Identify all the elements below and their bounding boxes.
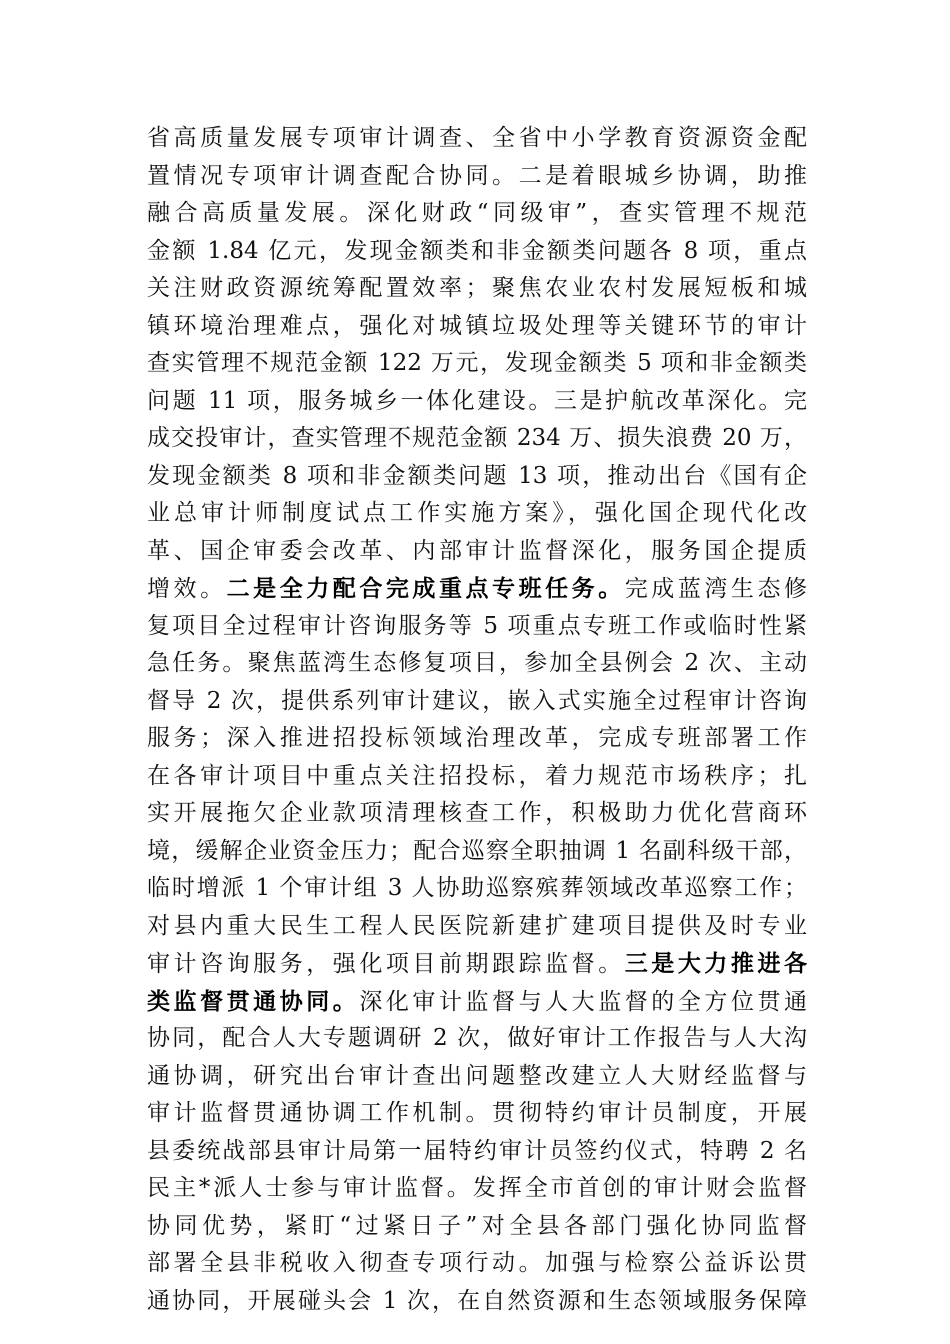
body-text-segment: 发现金额类 8 项和非金额类问题 13 项，推动出台《国有企	[147, 462, 807, 489]
text-line	[147, 1133, 807, 1171]
body-text-segment: 成交投审计，查实管理不规范金额 234 万、损失浪费 20 万，	[147, 425, 807, 451]
body-text-segment: 省高质量发展专项审计调查、全省中小学教育资源资金配	[147, 125, 807, 151]
text-line	[147, 308, 807, 346]
text-line	[147, 645, 807, 683]
body-text-segment: 置情况专项审计调查配合协同。二是着眼城乡协调，助推	[147, 162, 807, 189]
body-text-segment: 通协同，开展碰头会 1 次，在自然资源和生态领域服务保障	[147, 1287, 807, 1314]
body-text-segment: 协同优势，紧盯“过紧日子”对全县各部门强化协同监督	[147, 1212, 807, 1239]
text-line	[147, 720, 807, 758]
bold-heading-text: 二是全力配合完成重点专班任务。	[226, 575, 625, 602]
body-text-segment: 革、国企审委会改革、内部审计监督深化，服务国企提质	[147, 537, 807, 564]
text-line	[147, 1095, 807, 1133]
body-text-segment: 部署全县非税收入彻查专项行动。加强与检察公益诉讼贯	[147, 1250, 807, 1276]
body-text-segment: 深化审计监督与人大监督的全方位贯通	[359, 988, 807, 1015]
text-line	[147, 270, 807, 308]
text-line	[147, 758, 807, 796]
text-line	[147, 1058, 807, 1096]
body-text-segment: 在各审计项目中重点关注招投标，着力规范市场秩序；扎	[147, 762, 807, 789]
body-text-segment: 审计咨询服务，强化项目前期跟踪监督。	[147, 951, 625, 977]
body-text-segment: 境，缓解企业资金压力；配合巡察全职抽调 1 名副科级干部，	[147, 837, 807, 864]
body-text-segment: 督导 2 次，提供系列审计建议，嵌入式实施全过程审计咨询	[147, 687, 807, 714]
body-text-segment: 业总审计师制度试点工作实施方案》，强化国企现代化改	[147, 500, 807, 526]
text-line	[147, 1170, 807, 1208]
body-text-segment: 查实管理不规范金额 122 万元，发现金额类 5 项和非金额类	[147, 350, 807, 376]
text-line	[147, 120, 807, 158]
body-text-segment: 对县内重大民生工程人民医院新建扩建项目提供及时专业	[147, 912, 807, 939]
body-text-segment: 金额 1.84 亿元，发现金额类和非金额类问题各 8 项，重点	[147, 237, 807, 264]
text-line	[147, 795, 807, 833]
body-text-segment: 问题 11 项，服务城乡一体化建设。三是护航改革深化。完	[147, 387, 807, 414]
body-text	[147, 120, 807, 1320]
body-text-segment: 关注财政资源统筹配置效率；聚焦农业农村发展短板和城	[147, 275, 807, 301]
text-line	[147, 383, 807, 421]
body-text-segment: 协同，配合人大专题调研 2 次，做好审计工作报告与人大沟	[147, 1025, 807, 1051]
body-text-segment: 实开展拖欠企业款项清理核查工作，积极助力优化营商环	[147, 800, 807, 826]
text-line	[147, 233, 807, 271]
body-text-segment: 融合高质量发展。深化财政“同级审”，查实管理不规范	[147, 200, 807, 226]
text-line	[147, 195, 807, 233]
body-text-segment: 审计监督贯通协调工作机制。贯彻特约审计员制度，开展	[147, 1100, 807, 1126]
text-line	[147, 158, 807, 196]
body-text-segment: 临时增派 1 个审计组 3 人协助巡察殡葬领域改革巡察工作；	[147, 875, 807, 901]
body-text-segment: 民主*派人士参与审计监督。发挥全市首创的审计财会监督	[147, 1175, 807, 1201]
body-text-segment: 急任务。聚焦蓝湾生态修复项目，参加全县例会 2 次、主动	[147, 650, 807, 676]
bold-heading-text: 三是大力推进各	[624, 950, 807, 977]
text-line	[147, 570, 807, 608]
text-line	[147, 533, 807, 571]
text-line	[147, 833, 807, 871]
text-line	[147, 345, 807, 383]
body-text-segment: 服务；深入推进招投标领域治理改革，完成专班部署工作	[147, 725, 807, 751]
text-line	[147, 870, 807, 908]
body-text-segment: 镇环境治理难点，强化对城镇垃圾处理等关键环节的审计	[147, 312, 807, 339]
bold-heading-text: 类监督贯通协同。	[147, 987, 360, 1015]
text-line	[147, 683, 807, 721]
body-text-segment: 县委统战部县审计局第一届特约审计员签约仪式，特聘 2 名	[147, 1137, 807, 1164]
body-text-segment: 通协调，研究出台审计查出问题整改建立人大财经监督与	[147, 1062, 807, 1089]
text-line	[147, 1020, 807, 1058]
text-line	[147, 908, 807, 946]
text-line	[147, 458, 807, 496]
body-text-segment: 复项目全过程审计咨询服务等 5 项重点专班工作或临时性紧	[147, 612, 807, 639]
text-line	[147, 1208, 807, 1246]
text-line	[147, 1245, 807, 1283]
body-text-segment: 增效。	[147, 576, 227, 602]
text-line	[147, 1283, 807, 1321]
text-line	[147, 420, 807, 458]
text-line	[147, 983, 807, 1021]
body-text-segment: 完成蓝湾生态修	[624, 576, 807, 602]
text-line	[147, 495, 807, 533]
text-line	[147, 945, 807, 983]
text-line	[147, 608, 807, 646]
